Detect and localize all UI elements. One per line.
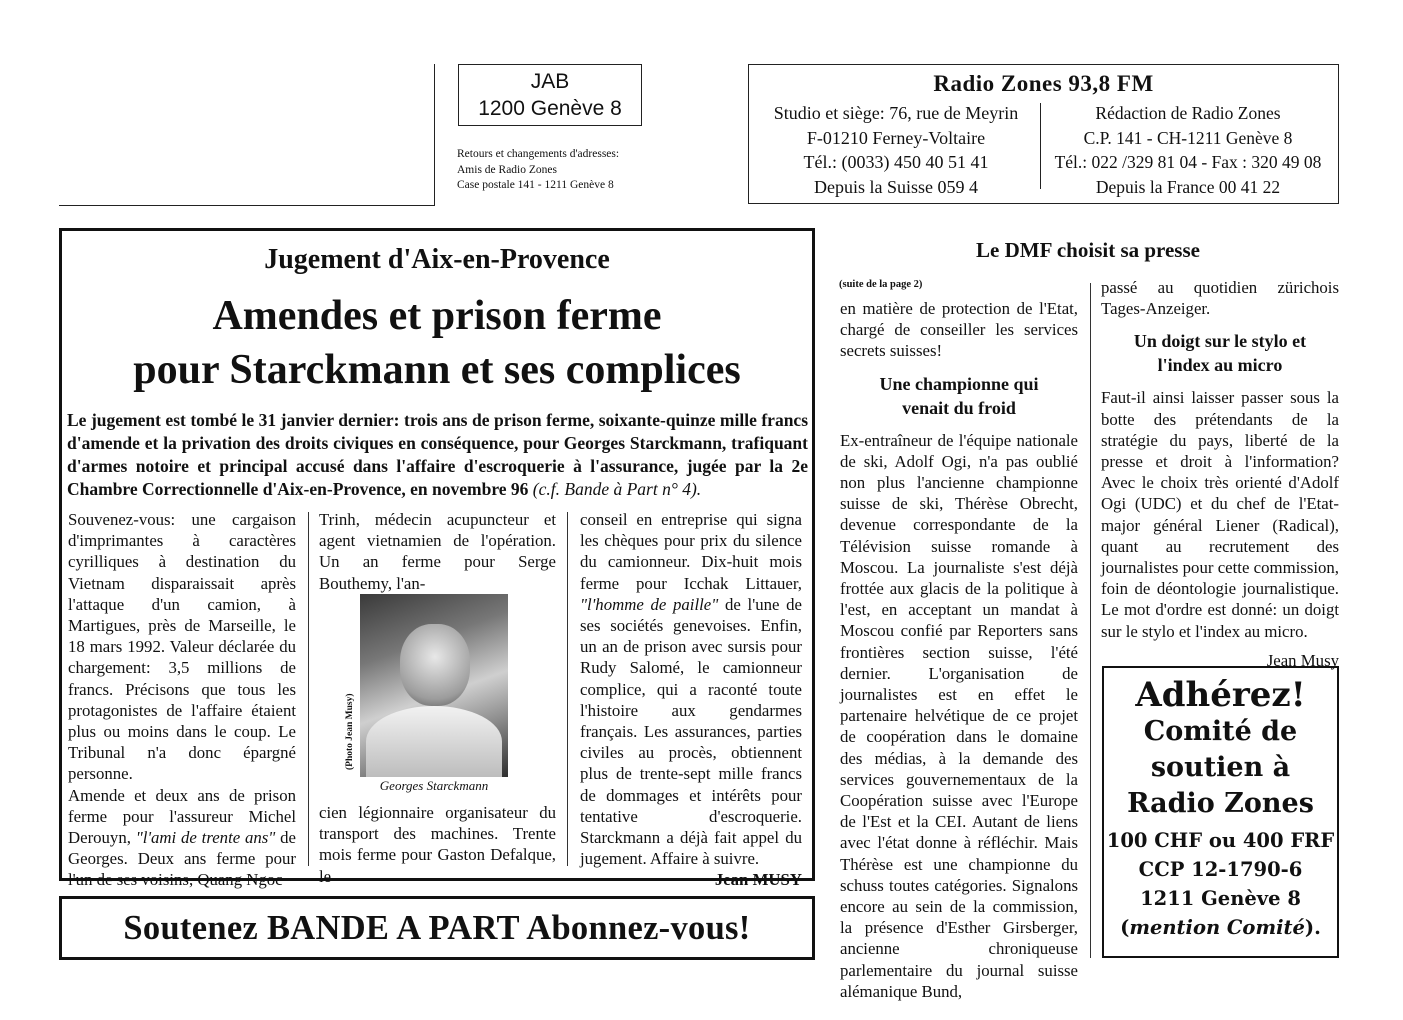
starckmann-photo bbox=[360, 594, 508, 777]
article-headline-line-2: pour Starckmann et ses complices bbox=[133, 347, 741, 393]
continued-from-note: (suite de la page 2) bbox=[839, 279, 923, 290]
dmf-column-rule bbox=[1090, 283, 1091, 958]
column-3-text-a: conseil en entreprise qui signa les chèques pour prix du silence du camionneur. Dix-huit mois ferme pour Icchak Littauer, bbox=[580, 510, 802, 593]
article-column-1 bbox=[68, 509, 296, 891]
membership-ccp: CCP 12-1790-6 bbox=[1138, 858, 1303, 881]
dmf-signature: Jean Musy bbox=[1266, 650, 1339, 670]
article-lede bbox=[67, 409, 808, 501]
radio-left-line: Tél.: (0033) 450 40 51 41 bbox=[803, 152, 989, 172]
article-headline-line-1: Amendes et prison ferme bbox=[212, 293, 662, 339]
lede-reference: (c.f. Bande à Part n° 4). bbox=[532, 479, 702, 499]
dmf-column-b-intro: passé au quotidien zürichois Tages-Anzeiger. bbox=[1101, 278, 1339, 319]
radio-studio-address bbox=[755, 101, 1037, 199]
column-1-text-a: Souvenez-vous: une cargaison d'imprimantes à caractères cyrilliques à destination du Vietnam disparaissait après l'attaque d'un camion, à Martigues, près de Marseille, le 18 mars 1992. Valeur déclarée du chargement: 3,5 millions de francs. Précisons que tous les protagonistes de l'affaire étaient plus ou moins dans le coup. Le Tribunal n'a donc épargné personne. bbox=[68, 510, 296, 784]
radio-left-line: Depuis la Suisse 059 4 bbox=[814, 176, 978, 197]
radio-title: Radio Zones 93,8 FM bbox=[933, 71, 1154, 96]
article-kicker: Jugement d'Aix-en-Provence bbox=[264, 244, 610, 275]
mention-text: mention Comité bbox=[1129, 916, 1305, 939]
radio-left-line: Studio et siège: 76, rue de Meyrin bbox=[773, 103, 1019, 123]
photo-credit: (Photo Jean Musy) bbox=[345, 693, 355, 770]
mention-open: ( bbox=[1120, 916, 1130, 939]
radio-right-line: Depuis la France 00 41 22 bbox=[1095, 176, 1281, 197]
jab-label: JAB bbox=[530, 70, 570, 93]
dmf-column-a-intro: en matière de protection de l'Etat, chargé de conseiller les services secrets suisses! bbox=[840, 299, 1078, 361]
membership-mention bbox=[1104, 913, 1337, 942]
dmf-subhead-2: Un doigt sur le stylo et l'index au micro bbox=[1133, 331, 1307, 376]
dmf-column-a-body: Ex-entraîneur de l'équipe nationale de ski, Adolf Ogi, n'a pas oublié non plus l'ancienne championne suisse de ski, Thérèse Obrecht, devenue correspondante de la Télévision suisse romande à Moscou. La journaliste s'est déjà frottée aux glacis de la politique à l'est, en acceptant un mandat à Moscou confié par Reporters sans frontières section suisse, l'été dernier. L'organisation de journalistes est en effet le partenaire helvétique de ce projet de coopération dans le domaine des médias, à la demande des services gouvernementaux de la Coopération suisse avec l'Europe de l'Est et la CEI. Autant de liens avec l'état donne à réfléchir. Mais Thérèse est une championne du schuss toutes catégories. Signalons encore au sein de la commission, la présence d'Esther Girsberger, ancienne chroniqueuse parlementaire du journal suisse alémanique Bund, bbox=[840, 430, 1078, 1001]
column-3-text-b: de l'une de ses sociétés genevoises. Enfin, un an de prison avec sursis pour Rudy Salomé, le camionneur complice, qui a raconté toute l'histoire aux gendarmes français. Les assurances, parties civiles au procès, obtiennent plus de trente-sept mille francs de dommages et intérêts pour tentative d'escroquerie. Starckmann a déjà fait appel du jugement. Affaire à suivre. bbox=[580, 594, 802, 869]
dmf-column-b-body: Faut-il ainsi laisser passer sous la botte des prétendants de la stratégie du pays, liberté de la presse et droit à l'information? Avec le choix très orienté d'Adolf Ogi (UDC) et du chef de l'Etat-major général Liener (Radical), quant au recrutement des journalistes pour cette commission, foin de déontologie journalistique. Le mot d'ordre est donné: un doigt sur le stylo et l'index au micro. bbox=[1101, 388, 1339, 641]
membership-price: 100 CHF ou 400 FRF bbox=[1106, 829, 1335, 852]
membership-line: soutien à bbox=[1150, 752, 1291, 783]
photo-shoulders bbox=[366, 706, 502, 777]
membership-line: Radio Zones bbox=[1127, 788, 1314, 819]
radio-left-line: F-01210 Ferney-Voltaire bbox=[806, 127, 986, 148]
radio-divider bbox=[1040, 103, 1041, 189]
article-column-3 bbox=[580, 509, 802, 891]
jab-postal-box bbox=[458, 64, 642, 126]
return-line-1: Retours et changements d'adresses: bbox=[457, 148, 620, 160]
dmf-subhead-1: Une championne qui venait du froid bbox=[879, 373, 1039, 418]
radio-right-line: Tél.: 022 /329 81 04 - Fax : 320 49 08 bbox=[1054, 152, 1322, 172]
dmf-article-title: Le DMF choisit sa presse bbox=[976, 238, 1200, 262]
top-left-rule bbox=[59, 205, 435, 206]
jab-city: 1200 Genève 8 bbox=[478, 97, 622, 120]
article-signature: Jean MUSY bbox=[714, 870, 802, 890]
radio-right-line: C.P. 141 - CH-1211 Genève 8 bbox=[1083, 127, 1293, 148]
column-2-text-a: Trinh, médecin acupuncteur et agent vietnamien de l'opération. Un an ferme pour Serge Bouthemy, l'an- bbox=[319, 510, 556, 593]
lede-text: Le jugement est tombé le 31 janvier dernier: trois ans de prison ferme, soixante-quinze mille francs d'amende et la privation des droits civiques en conséquence, pour Georges Starckmann, trafiquant d'armes notoire et principal accusé dans l'affaire d'escroquerie à l'assurance, jugée par la 2e Chambre Correctionnelle d'Aix-en-Provence, en novembre 96 bbox=[67, 410, 808, 499]
membership-city: 1211 Genève 8 bbox=[1140, 887, 1301, 910]
column-1-text-c: de Georges. Deux ans ferme pour l'un de ses voisins, Quang Ngoc bbox=[68, 828, 297, 890]
radio-zones-box bbox=[748, 64, 1339, 204]
membership-line: Comité de bbox=[1143, 716, 1298, 747]
dmf-column-b bbox=[1101, 277, 1339, 671]
dmf-column-a bbox=[840, 298, 1078, 1002]
column-2-text-b: cien légionnaire organisateur du transport des machines. Trente mois ferme pour Gaston Defalque, le bbox=[319, 803, 556, 886]
photo-face bbox=[400, 624, 470, 706]
top-vertical-rule bbox=[434, 64, 435, 206]
column-3-quote: "l'homme de paille" bbox=[580, 594, 719, 614]
subscribe-banner: Soutenez BANDE A PART Abonnez-vous! bbox=[59, 896, 815, 960]
return-line-2: Amis de Radio Zones bbox=[457, 163, 557, 176]
photo-caption: Georges Starckmann bbox=[379, 778, 489, 793]
membership-headline: Adhérez! bbox=[1135, 675, 1306, 715]
return-line-3: Case postale 141 - 1211 Genève 8 bbox=[457, 179, 614, 191]
column-1-text-b: Amende et deux ans de prison ferme pour l'assureur Michel Derouyn, bbox=[68, 785, 296, 848]
radio-redaction-address bbox=[1043, 101, 1333, 199]
article-column-2-top bbox=[319, 509, 556, 594]
column-rule bbox=[308, 512, 309, 866]
return-address bbox=[457, 147, 667, 194]
membership-box bbox=[1102, 666, 1339, 958]
article-column-2-bottom bbox=[319, 802, 556, 887]
mention-close: ). bbox=[1304, 916, 1321, 939]
radio-right-line: Rédaction de Radio Zones bbox=[1095, 103, 1281, 123]
column-rule bbox=[567, 512, 568, 866]
column-1-quote: "l'ami de trente ans" bbox=[135, 828, 276, 848]
